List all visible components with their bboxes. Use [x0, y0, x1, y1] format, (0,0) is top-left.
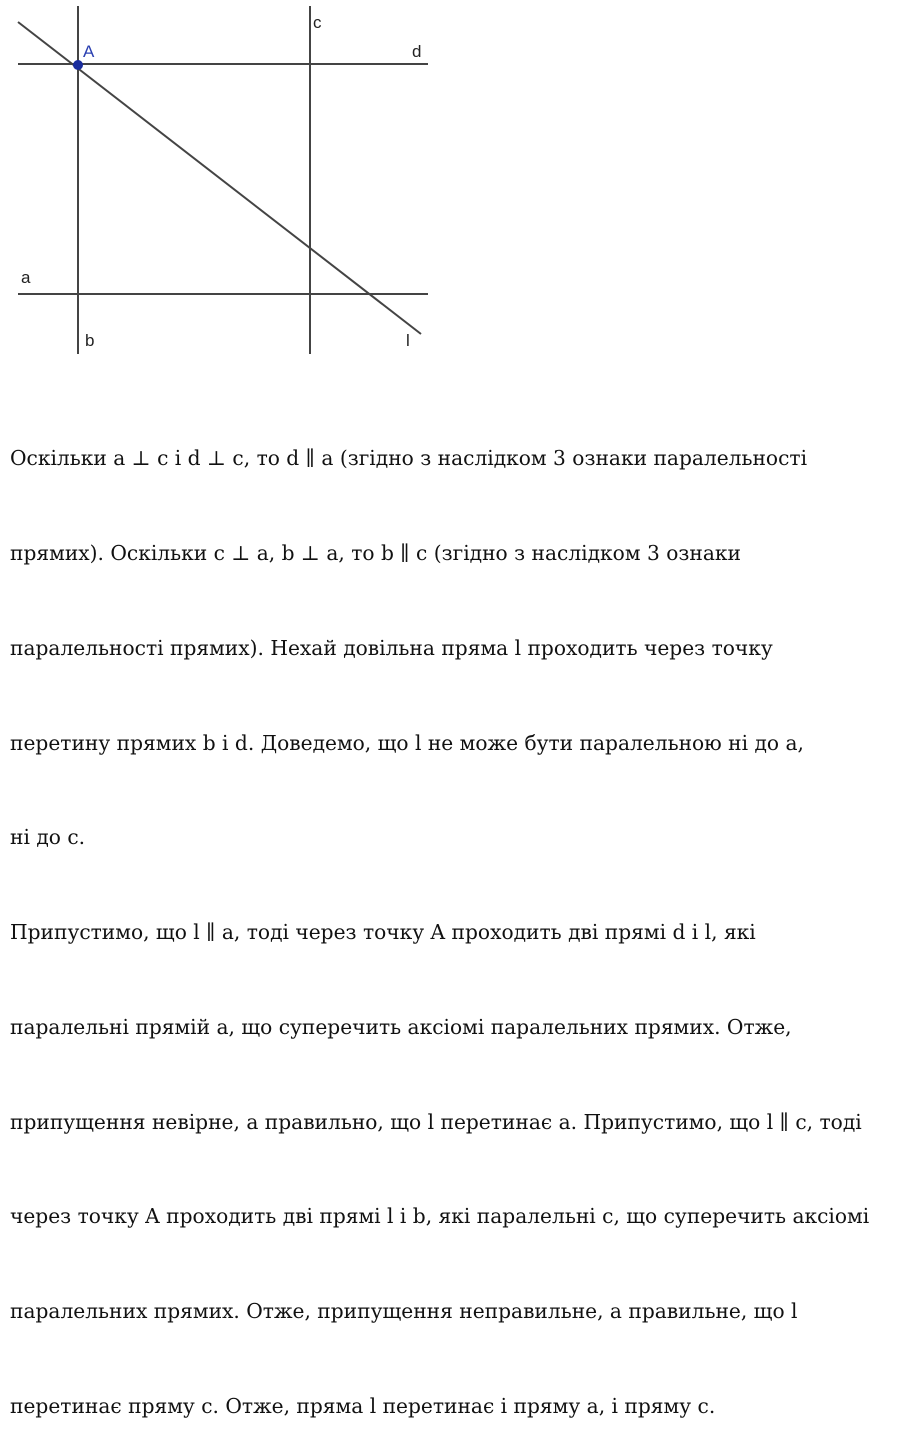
line-b-label: b: [85, 331, 95, 350]
point-a-label: A: [83, 42, 95, 61]
line-d-label: d: [412, 42, 422, 61]
text-line: перетинає пряму c. Отже, пряма l перетинає і пряму a, і пряму c.: [10, 1394, 716, 1418]
text-line: ні до c.: [10, 825, 86, 850]
line-c-label: c: [313, 13, 322, 32]
proof-text: [10, 380, 914, 1454]
line-a-label: a: [21, 268, 31, 287]
text-line: Припустимо, що l ∥ a, тоді через точку A проходить дві прямі d і l, які: [10, 920, 756, 945]
text-line: перетину прямих b і d. Доведемо, що l не може бути паралельною ні до a,: [10, 730, 804, 755]
text-line: паралельності прямих). Нехай довільна пряма l проходить через точку: [10, 635, 773, 660]
point-a: [73, 60, 83, 70]
text-line: Оскільки a ⊥ c і d ⊥ c, то d ∥ a (згідно з наслідком 3 ознаки паралельності: [10, 446, 808, 471]
text-line: припущення невірне, а правильно, що l перетинає a. Припустимо, що l ∥ c, тоді: [10, 1109, 862, 1134]
geometry-figure: [0, 0, 440, 370]
text-line: через точку A проходить дві прямі l і b, які паралельні c, що суперечить аксіомі: [10, 1204, 870, 1229]
line-l-label: l: [406, 331, 410, 350]
text-line: паралельні прямій a, що суперечить аксіомі паралельних прямих. Отже,: [10, 1014, 792, 1039]
text-line: прямих). Оскільки c ⊥ a, b ⊥ a, то b ∥ c (згідно з наслідком 3 ознаки: [10, 540, 741, 565]
text-line: паралельних прямих. Отже, припущення неправильне, а правильне, що l: [10, 1299, 798, 1324]
